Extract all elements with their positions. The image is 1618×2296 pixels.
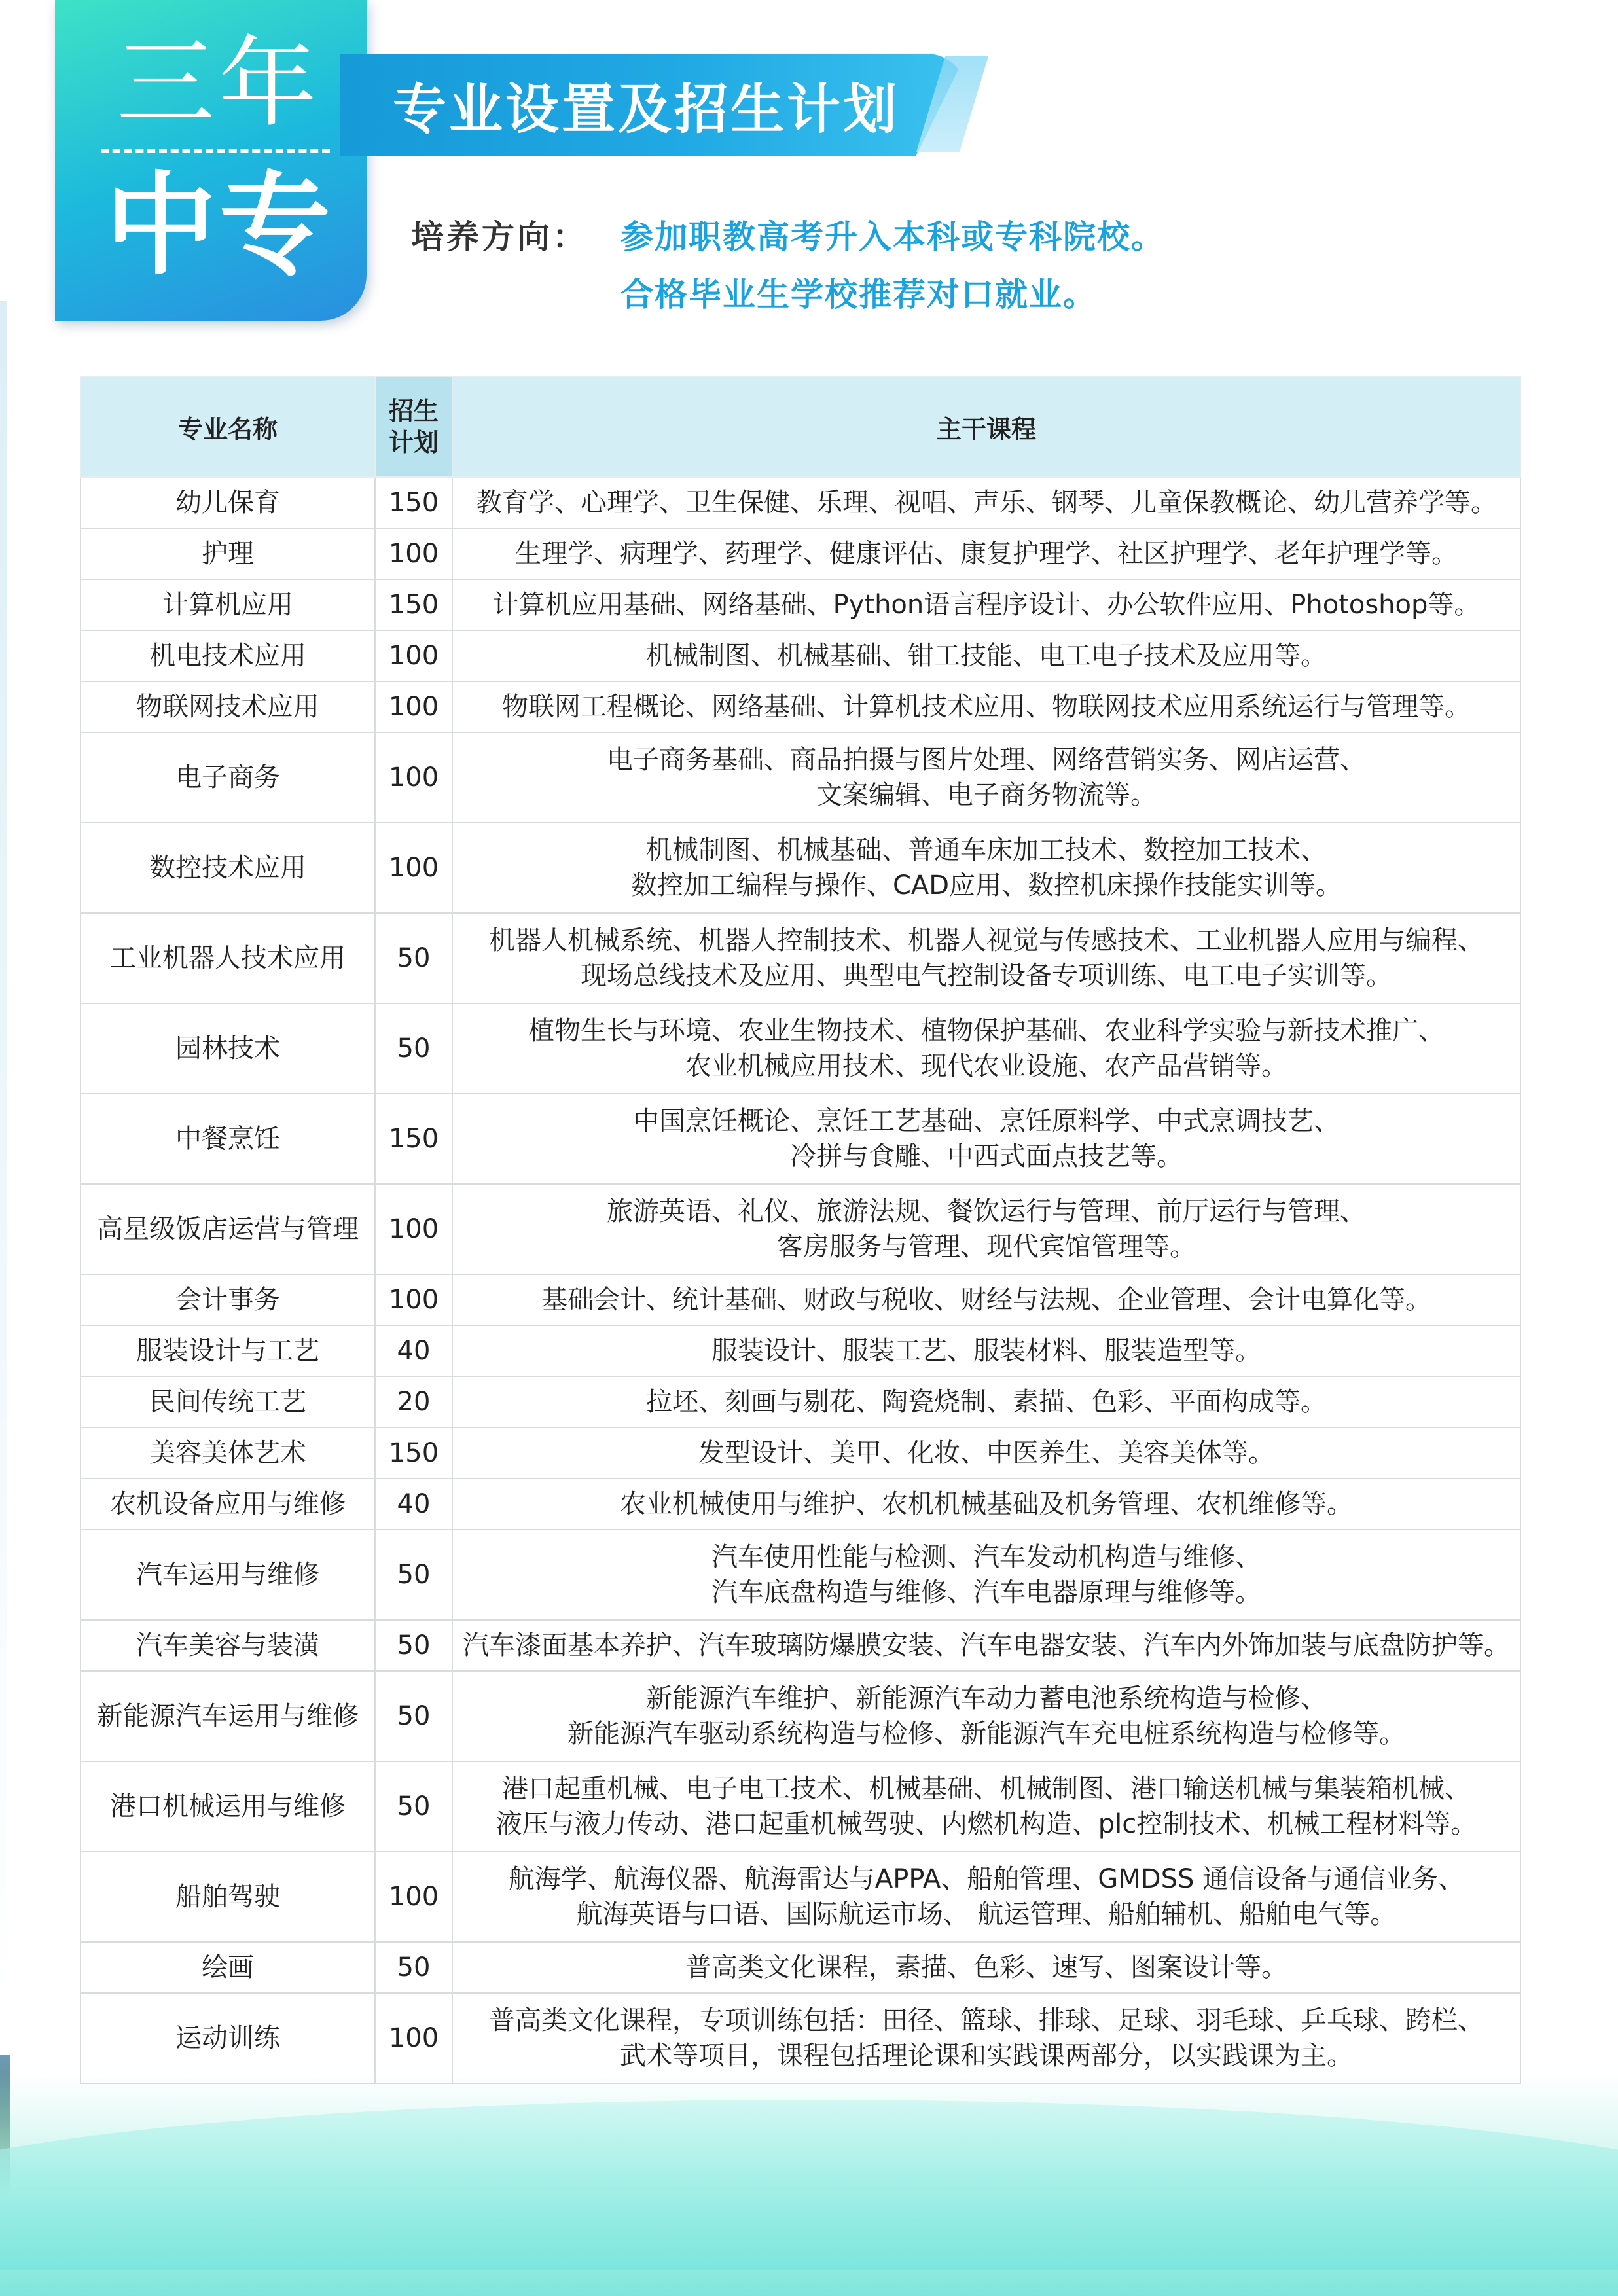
program-badge (55, 0, 367, 321)
main-courses-cell (452, 1376, 1520, 1427)
badge-bottom-text: 中专 (105, 161, 333, 291)
course-line: 冷拼与食雕、中西式面点技艺等。 (790, 1141, 1183, 1172)
major-name-cell: 高星级饭店运营与管理 (81, 1184, 375, 1274)
course-line: 液压与液力传动、港口起重机械驾驶、内燃机构造、plc控制技术、机械工程材料等。 (495, 1809, 1477, 1839)
major-name-cell: 新能源汽车运用与维修 (81, 1671, 375, 1761)
main-courses-cell (452, 1852, 1520, 1942)
course-line: 农业机械使用与维护、农机机械基础及机务管理、农机维修等。 (620, 1489, 1353, 1519)
course-line: 港口起重机械、电子电工技术、机械基础、机械制图、港口输送机械与集装箱机械、 (502, 1774, 1471, 1804)
table-row (81, 1094, 1520, 1184)
main-courses-cell (452, 579, 1520, 630)
enrollment-plan-cell: 150 (375, 1094, 452, 1184)
course-line: 汽车漆面基本养护、汽车玻璃防爆膜安装、汽车电器安装、汽车内外饰加装与底盘防护等。 (463, 1630, 1510, 1660)
major-name-cell: 港口机械运用与维修 (81, 1761, 375, 1852)
main-courses-cell (452, 630, 1520, 681)
table-row (81, 1852, 1520, 1942)
main-courses-cell (452, 1620, 1520, 1671)
course-line: 中国烹饪概论、烹饪工艺基础、烹饪原料学、中式烹调技艺、 (633, 1106, 1340, 1136)
major-name-cell: 中餐烹饪 (81, 1094, 375, 1184)
major-name-cell: 运动训练 (81, 1993, 375, 2083)
main-courses-cell (452, 913, 1520, 1003)
course-line: 航海英语与口语、国际航运市场、 航运管理、船舶辅机、船舶电气等。 (576, 1899, 1397, 1929)
major-name-cell: 船舶驾驶 (81, 1852, 375, 1942)
major-name-cell: 农机设备应用与维修 (81, 1479, 375, 1530)
main-courses-cell (452, 1003, 1520, 1094)
course-line: 数控加工编程与操作、CAD应用、数控机床操作技能实训等。 (630, 870, 1342, 901)
major-name-cell: 美容美体艺术 (81, 1427, 375, 1479)
course-line: 旅游英语、礼仪、旅游法规、餐饮运行与管理、前厅运行与管理、 (607, 1196, 1366, 1227)
table-row (81, 1761, 1520, 1852)
enrollment-plan-cell: 100 (375, 528, 452, 579)
enrollment-plan-cell: 150 (375, 477, 452, 528)
main-courses-cell (452, 1184, 1520, 1274)
course-line: 物联网工程概论、网络基础、计算机技术应用、物联网技术应用系统运行与管理等。 (502, 692, 1471, 722)
course-line: 汽车底盘构造与维修、汽车电器原理与维修等。 (711, 1577, 1261, 1607)
main-courses-cell (452, 1094, 1520, 1184)
major-name-cell: 数控技术应用 (81, 823, 375, 913)
enrollment-plan-cell: 150 (375, 1427, 452, 1479)
main-courses-cell (452, 823, 1520, 913)
table-row (81, 477, 1520, 528)
header-major-name: 专业名称 (81, 376, 375, 477)
course-line: 文案编辑、电子商务物流等。 (816, 780, 1157, 810)
table-row (81, 579, 1520, 630)
table-row (81, 823, 1520, 913)
direction-line-1: 参加职教高考升入本科或专科院校。 (620, 218, 1165, 256)
course-line: 机械制图、机械基础、普通车床加工技术、数控加工技术、 (646, 835, 1327, 865)
enrollment-plan-cell: 100 (375, 630, 452, 681)
course-line: 生理学、病理学、药理学、健康评估、康复护理学、社区护理学、老年护理学等。 (515, 539, 1458, 569)
major-name-cell: 汽车运用与维修 (81, 1530, 375, 1620)
enrollment-plan-cell: 50 (375, 913, 452, 1003)
course-line: 计算机应用基础、网络基础、Python语言程序设计、办公软件应用、Photoshop等。 (492, 590, 1481, 620)
table-row (81, 913, 1520, 1003)
course-line: 发型设计、美甲、化妆、中医养生、美容美体等。 (698, 1438, 1274, 1468)
enrollment-plan-cell: 100 (375, 1852, 452, 1942)
main-courses-cell (452, 732, 1520, 823)
enrollment-plan-cell: 20 (375, 1376, 452, 1427)
major-name-cell: 汽车美容与装潢 (81, 1620, 375, 1671)
table-body (81, 477, 1520, 2083)
major-name-cell: 园林技术 (81, 1003, 375, 1094)
major-name-cell: 服装设计与工艺 (81, 1325, 375, 1376)
main-courses-cell (452, 1274, 1520, 1325)
main-courses-cell (452, 1530, 1520, 1620)
header-enrollment-plan (375, 376, 452, 477)
enrollment-plan-cell: 150 (375, 579, 452, 630)
course-line: 普高类文化课程，专项训练包括：田径、篮球、排球、足球、羽毛球、乒乓球、跨栏、 (489, 2005, 1484, 2036)
table-row (81, 528, 1520, 579)
major-name-cell: 物联网技术应用 (81, 681, 375, 732)
main-courses-cell (452, 1993, 1520, 2083)
curriculum-table (80, 376, 1521, 2084)
main-courses-cell (452, 681, 1520, 732)
main-courses-cell (452, 1479, 1520, 1530)
course-line: 电子商务基础、商品拍摄与图片处理、网络营销实务、网店运营、 (607, 745, 1366, 775)
course-line: 客房服务与管理、现代宾馆管理等。 (777, 1232, 1196, 1262)
major-name-cell: 民间传统工艺 (81, 1376, 375, 1427)
table-row (81, 1274, 1520, 1325)
enrollment-plan-cell: 40 (375, 1325, 452, 1376)
main-courses-cell (452, 528, 1520, 579)
table-row (81, 1620, 1520, 1671)
table-row (81, 732, 1520, 823)
course-line: 机器人机械系统、机器人控制技术、机器人视觉与传感技术、工业机器人应用与编程、 (489, 925, 1484, 956)
course-line: 服装设计、服装工艺、服装材料、服装造型等。 (711, 1336, 1261, 1366)
main-courses-cell (452, 1761, 1520, 1852)
course-line: 汽车使用性能与检测、汽车发动机构造与维修、 (711, 1542, 1261, 1572)
main-courses-cell (452, 1671, 1520, 1761)
course-line: 农业机械应用技术、现代农业设施、农产品营销等。 (685, 1051, 1287, 1081)
table-row (81, 1671, 1520, 1761)
course-line: 新能源汽车维护、新能源汽车动力蓄电池系统构造与检修、 (646, 1683, 1327, 1713)
major-name-cell: 护理 (81, 528, 375, 579)
enrollment-plan-cell: 50 (375, 1530, 452, 1620)
major-name-cell: 会计事务 (81, 1274, 375, 1325)
course-line: 现场总线技术及应用、典型电气控制设备专项训练、电工电子实训等。 (581, 961, 1392, 991)
direction-line-2: 合格毕业生学校推荐对口就业。 (620, 276, 1097, 314)
page-title: 专业设置及招生计划 (393, 78, 900, 141)
major-name-cell: 工业机器人技术应用 (81, 913, 375, 1003)
table-row (81, 1376, 1520, 1427)
table-row (81, 1942, 1520, 1993)
header-main-courses: 主干课程 (452, 376, 1520, 477)
enrollment-plan-cell: 50 (375, 1671, 452, 1761)
main-courses-cell (452, 1427, 1520, 1479)
badge-top-text: 三年 (116, 27, 321, 141)
enrollment-plan-cell: 50 (375, 1003, 452, 1094)
major-name-cell: 机电技术应用 (81, 630, 375, 681)
table-row (81, 1184, 1520, 1274)
table-row (81, 1479, 1520, 1530)
page-edge-decoration (0, 301, 7, 2003)
course-line: 武术等项目，课程包括理论课和实践课两部分，以实践课为主。 (620, 2041, 1353, 2071)
enrollment-plan-cell: 50 (375, 1761, 452, 1852)
bottom-wave-decoration (0, 2073, 1618, 2296)
course-line: 基础会计、统计基础、财政与税收、财经与法规、企业管理、会计电算化等。 (541, 1285, 1431, 1315)
main-courses-cell (452, 477, 1520, 528)
table-row (81, 1427, 1520, 1479)
course-line: 植物生长与环境、农业生物技术、植物保护基础、农业科学实验与新技术推广、 (528, 1016, 1445, 1046)
table-row (81, 1003, 1520, 1094)
major-name-cell: 绘画 (81, 1942, 375, 1993)
enrollment-plan-cell: 50 (375, 1942, 452, 1993)
header-plan-line-2: 计划 (388, 428, 439, 457)
major-name-cell: 电子商务 (81, 732, 375, 823)
enrollment-plan-cell: 100 (375, 681, 452, 732)
table-row (81, 1993, 1520, 2083)
enrollment-plan-cell: 50 (375, 1620, 452, 1671)
enrollment-plan-cell: 100 (375, 1993, 452, 2083)
enrollment-plan-cell: 40 (375, 1479, 452, 1530)
enrollment-plan-cell: 100 (375, 732, 452, 823)
direction-label: 培养方向： (411, 218, 588, 256)
table-header-row (81, 376, 1520, 477)
table-row (81, 681, 1520, 732)
major-name-cell: 幼儿保育 (81, 477, 375, 528)
enrollment-plan-cell: 100 (375, 1274, 452, 1325)
table-row (81, 1530, 1520, 1620)
course-line: 普高类文化课程，素描、色彩、速写、图案设计等。 (685, 1952, 1287, 1982)
enrollment-plan-cell: 100 (375, 1184, 452, 1274)
table-row (81, 630, 1520, 681)
course-line: 航海学、航海仪器、航海雷达与APPA、船舶管理、GMDSS 通信设备与通信业务、 (508, 1864, 1465, 1894)
enrollment-plan-cell: 100 (375, 823, 452, 913)
main-courses-cell (452, 1325, 1520, 1376)
course-line: 教育学、心理学、卫生保健、乐理、视唱、声乐、钢琴、儿童保教概论、幼儿营养学等。 (476, 488, 1497, 518)
badge-divider (101, 149, 330, 153)
major-name-cell: 计算机应用 (81, 579, 375, 630)
table-row (81, 1325, 1520, 1376)
course-line: 拉坯、刻画与剔花、陶瓷烧制、素描、色彩、平面构成等。 (646, 1387, 1327, 1417)
course-line: 新能源汽车驱动系统构造与检修、新能源汽车充电桩系统构造与检修等。 (567, 1719, 1405, 1749)
header-plan-line-1: 招生 (388, 397, 439, 425)
course-line: 机械制图、机械基础、钳工技能、电工电子技术及应用等。 (646, 641, 1327, 671)
main-courses-cell (452, 1942, 1520, 1993)
